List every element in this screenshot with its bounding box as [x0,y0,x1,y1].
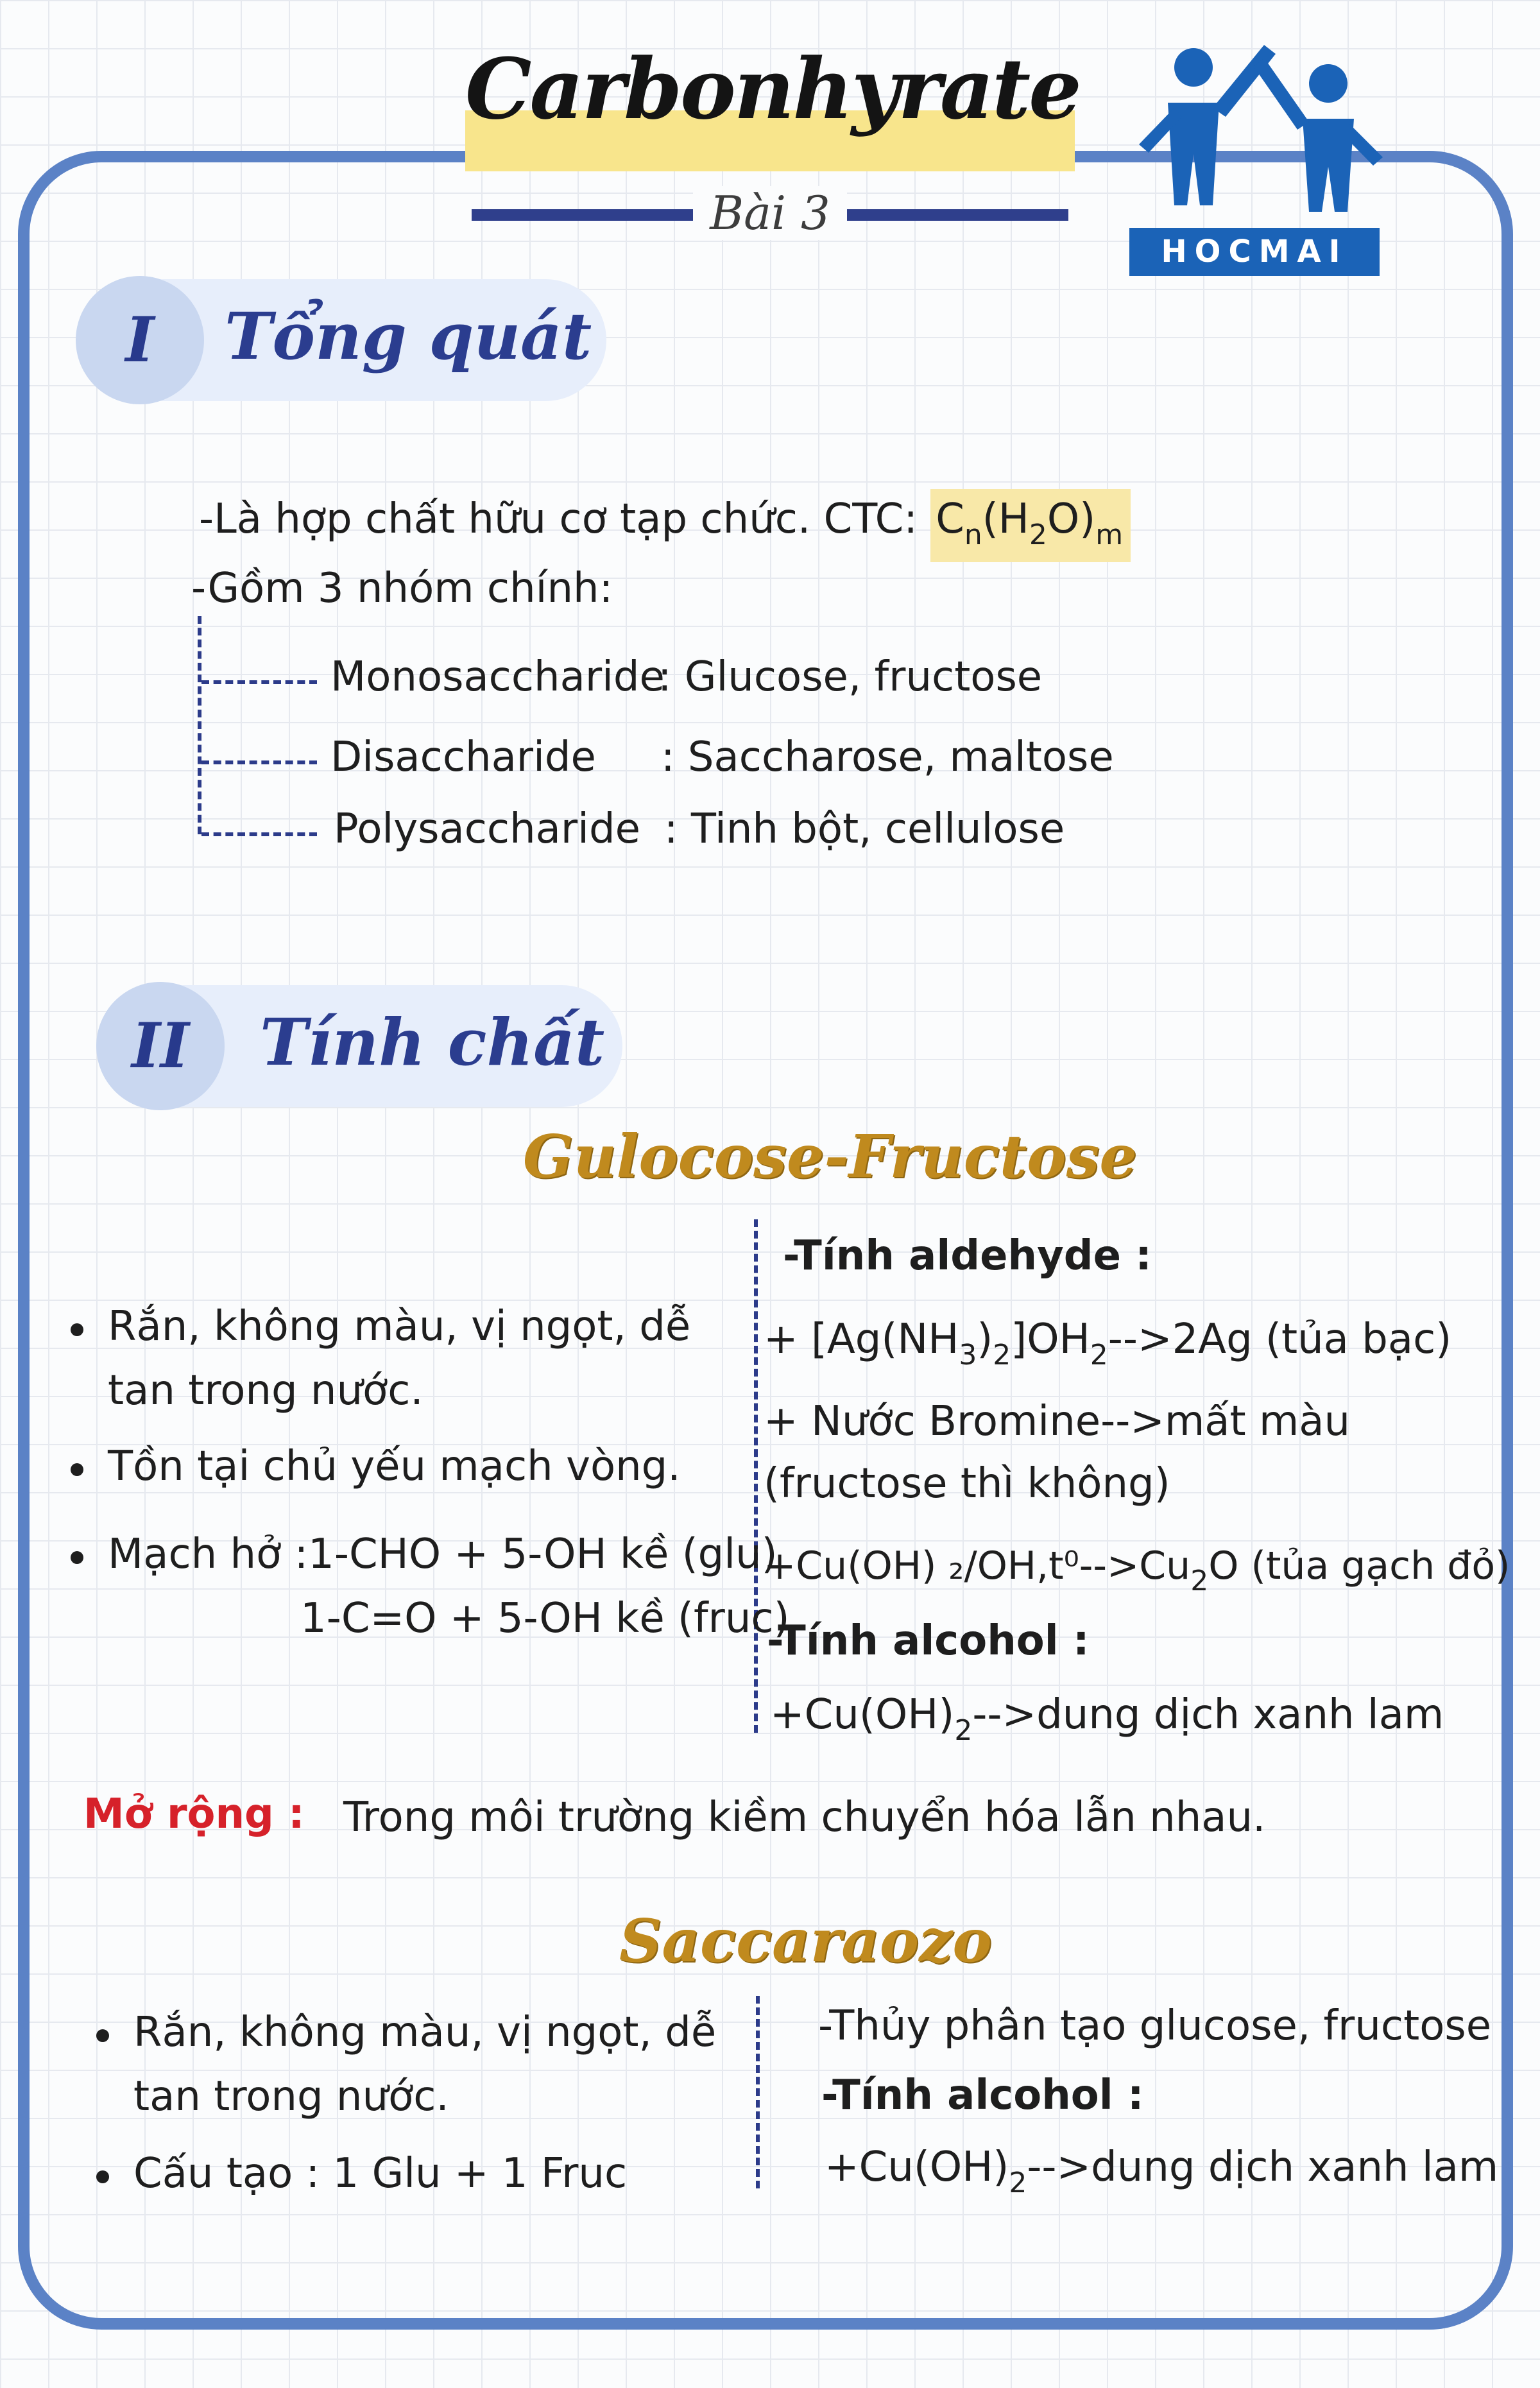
groups-intro: -Gồm 3 nhóm chính: [191,565,613,612]
glucose-bullet-3-cont: 1-C=O + 5-OH kề (fruc) [300,1595,790,1642]
hydrolysis-line: -Thủy phân tạo glucose, fructose [818,2002,1492,2050]
group-examples-poly: : Tinh bột, cellulose [664,805,1065,853]
glucose-bullet-3: Mạch hở :1-CHO + 5-OH kề (glu) [108,1531,778,1578]
alcohol-heading: -Tính alcohol : [767,1617,1090,1665]
logo-text: HOCMAI [1129,228,1380,276]
general-formula: $C_n(H_2O)_m$ [930,489,1131,562]
saccharose-bullet-1: Rắn, không màu, vị ngọt, dễ [133,2009,717,2056]
glucose-fructose-heading: Gulocose-Fructose [523,1122,1137,1191]
extension-text: Trong môi trường kiềm chuyển hóa lẫn nhau. [343,1794,1266,1841]
people-icon [1129,32,1386,225]
saccharose-bullet-1-cont: tan trong nước. [133,2073,449,2120]
section-2-title: Tính chất [260,1004,605,1080]
subtitle-line-right [847,209,1068,221]
definition-line [199,495,1131,551]
tree-vertical-line [198,616,201,834]
saccharose-copper-reaction: $+Cu(OH)_2-->dung$ dịch xanh lam [825,2143,1499,2199]
subtitle-line-left [472,209,693,221]
lesson-subtitle: Bài 3 [693,186,847,240]
saccharose-divider [756,1996,760,2188]
tree-branch-1 [201,680,317,684]
page-title: Carbonhyrate [465,40,1080,138]
group-examples-di: : Saccharose, maltose [661,734,1114,781]
group-name-mono: Monosaccharide [330,653,665,701]
section-1-numeral: I [76,276,204,404]
section-2-numeral: II [96,982,225,1110]
tollens-reaction: + $[Ag(NH_3)_2]OH_2-->2Ag$ (tủa bạc) [764,1316,1452,1371]
tree-branch-2 [201,760,317,764]
fructose-note: (fructose thì không) [764,1460,1170,1508]
glucose-bullet-1-cont: tan trong nước. [108,1367,424,1414]
copper-hydroxide-reaction: $+Cu(OH)_2-->dung$ dịch xanh lam [770,1691,1444,1747]
group-name-di: Disaccharide [330,734,596,781]
hocmai-logo [1129,32,1386,276]
section-1-title: Tổng quát [225,298,592,374]
tree-branch-3 [201,832,317,836]
saccharose-bullet-2: Cấu tạo : 1 Glu + 1 Fruc [133,2150,628,2197]
definition-text: -Là hợp chất hữu cơ tạp chức. CTC: [199,495,931,543]
glucose-bullet-1: Rắn, không màu, vị ngọt, dễ [108,1303,691,1350]
bromine-reaction: + Nước Bromine-->mất màu [764,1398,1351,1445]
glucose-divider [754,1219,758,1733]
aldehyde-heading: -Tính aldehyde : [783,1232,1152,1280]
saccharose-heading: Saccaraozo [619,1906,992,1975]
glucose-bullet-2: Tồn tại chủ yếu mạch vòng. [108,1443,681,1490]
copper-hydroxide-heat-reaction: +Cu(OH) $_2/OH,t^0-->Cu_2O$ (tủa gạch đỏ) [764,1543,1510,1597]
group-examples-mono: : Glucose, fructose [658,653,1043,701]
saccharose-alcohol-heading: -Tính alcohol : [821,2072,1144,2119]
extension-label: Mở rộng : [83,1791,305,1838]
group-name-poly: Polysaccharide [334,805,640,853]
